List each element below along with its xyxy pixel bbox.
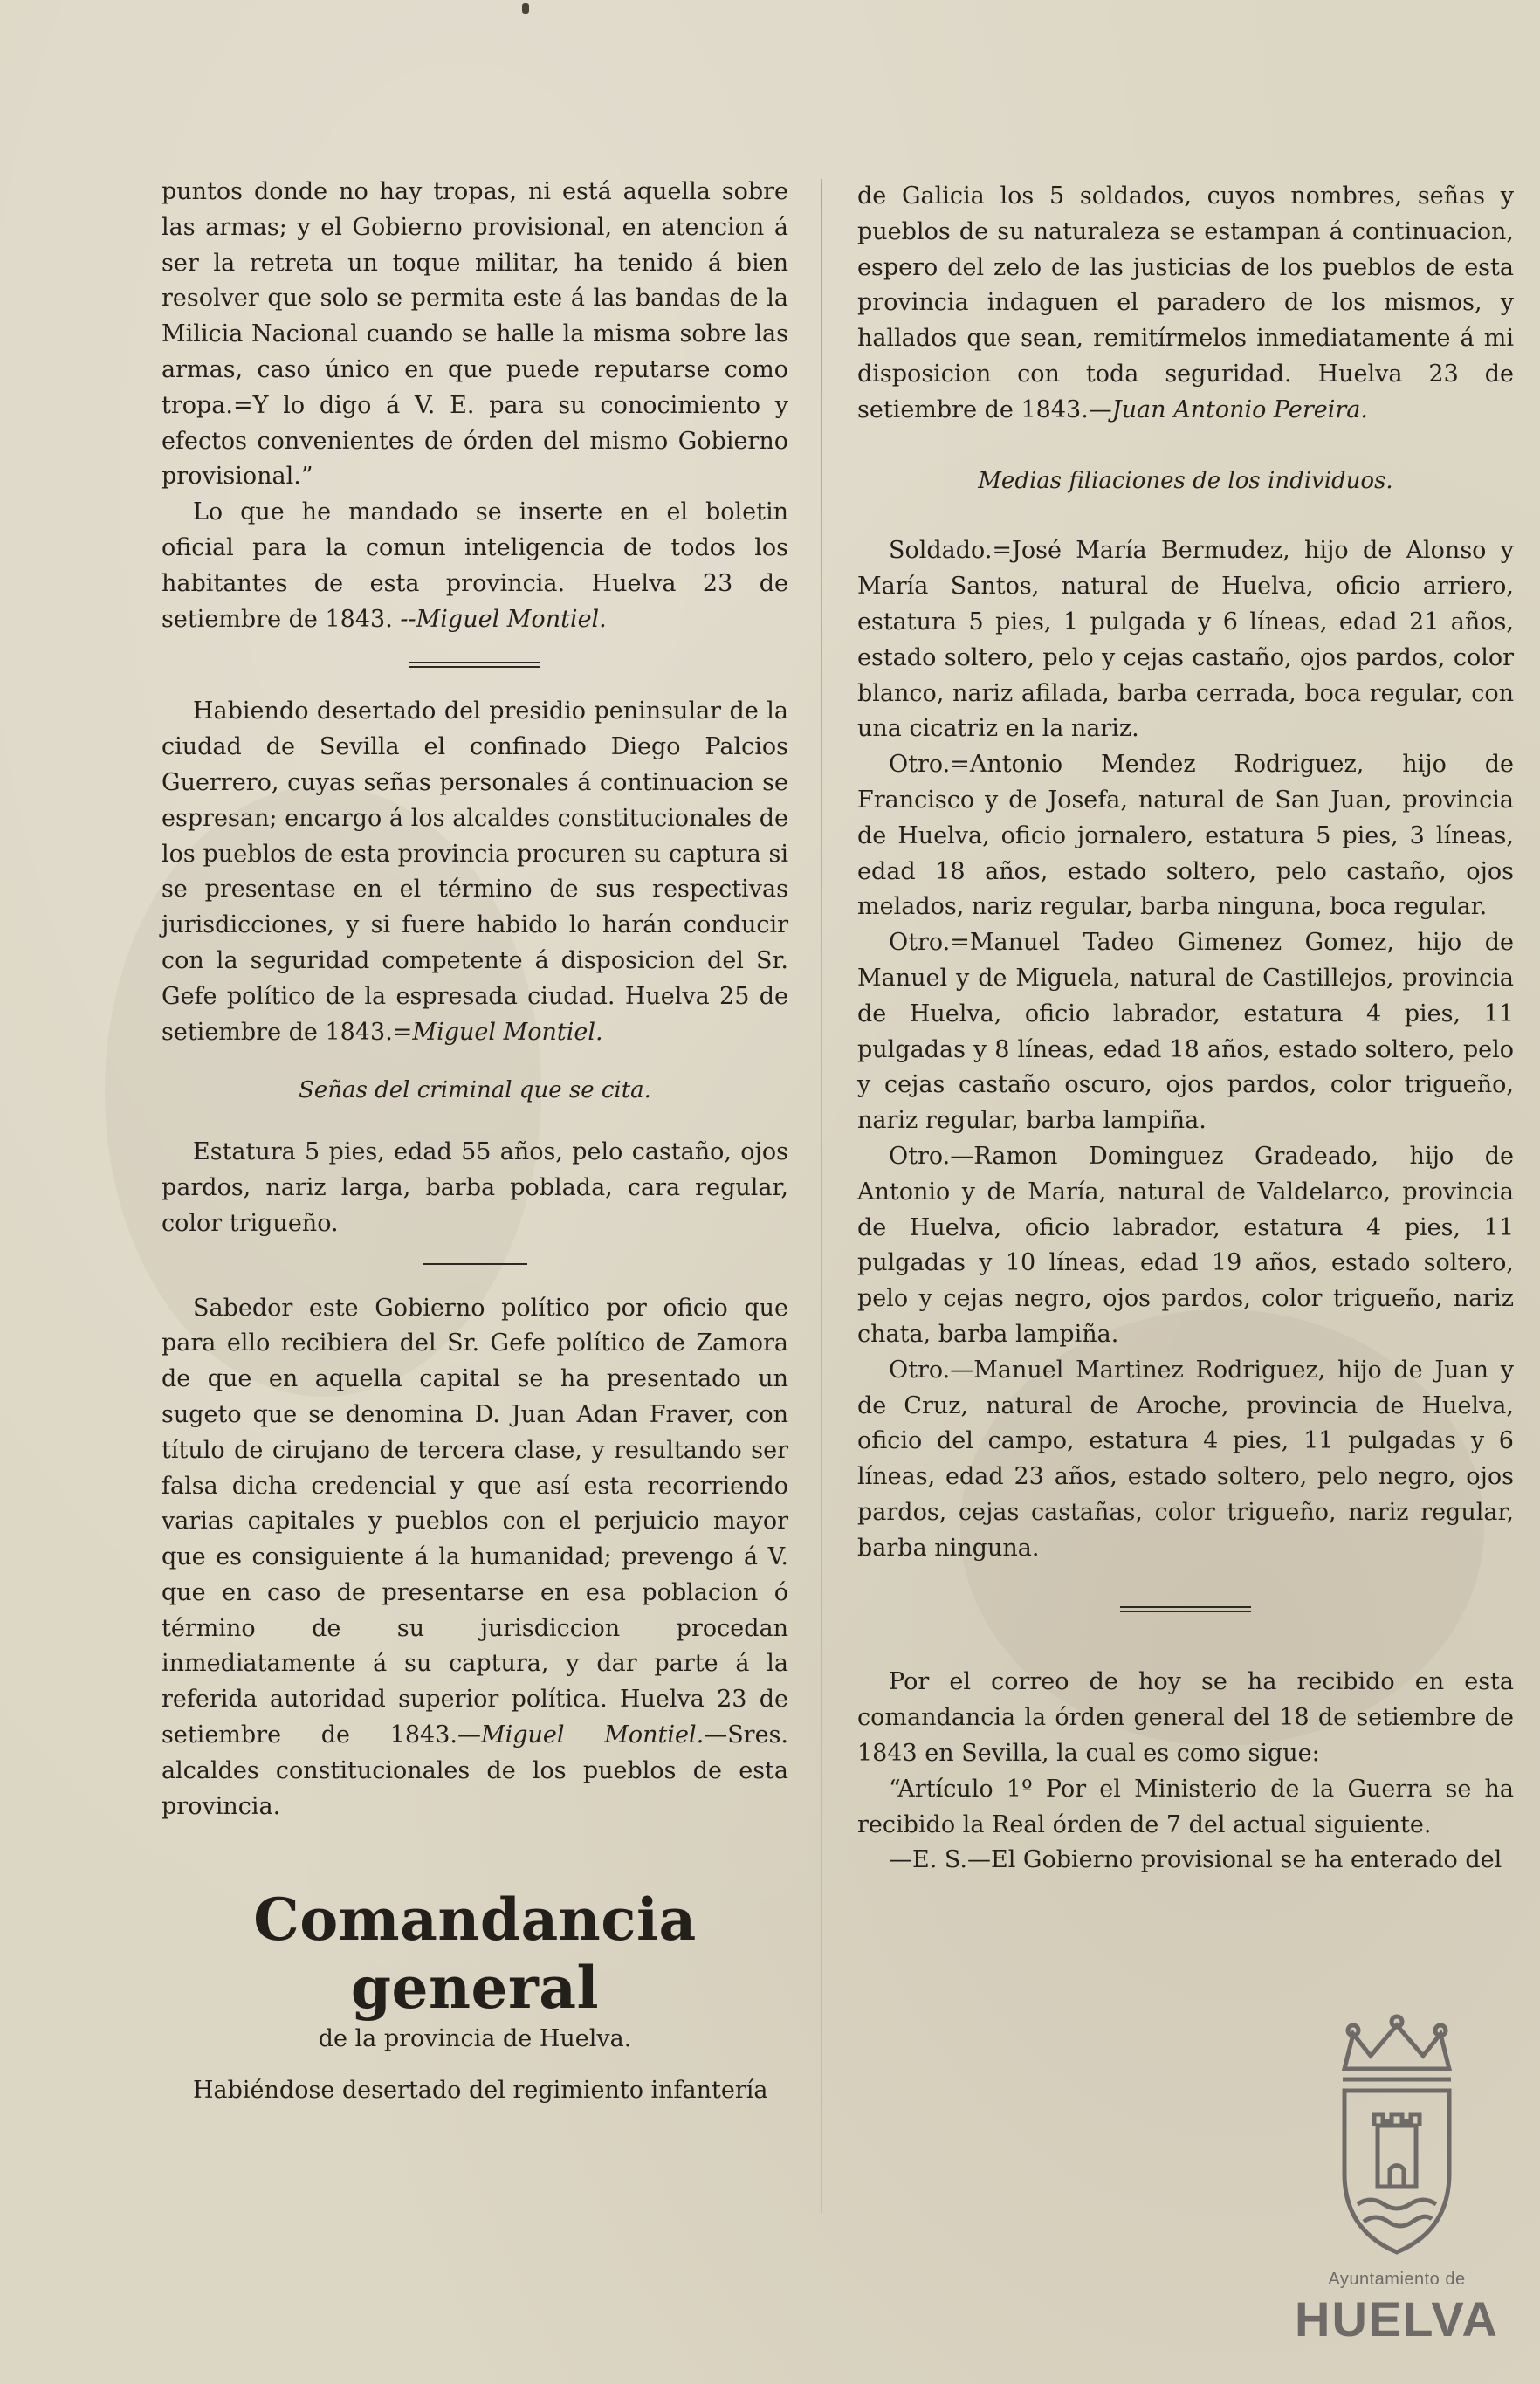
left-paragraph-2-text: Lo que he mandado se inserte en el boletin oficial para la comun inteligencia de todos los habitantes de esta provincia. Huelva 23 de setiembre de 1843. [162,498,788,633]
soldier-entry: Otro.=Manuel Tadeo Gimenez Gomez, hijo de Manuel y de Miguela, natural de Castillejos, provincia de Huelva, oficio labrador, estatura 4 pies, 11 pulgadas y 8 líneas, edad 18 años, estado soltero, pelo y cejas castaño oscuro, ojos pardos, color trigueño, nariz regular, barba lampiña. [857,929,1514,1135]
right-paragraph-ultimo: —E. S.—El Gobierno provisional se ha enterado del [889,1846,1502,1874]
right-paragraph-1 [857,179,1514,429]
signature: --Miguel Montiel. [400,605,607,633]
crest-caption-small: Ayuntamiento de [1328,2270,1466,2289]
left-paragraph-2 [162,495,788,637]
soldier-entry: Otro.—Ramon Dominguez Gradeado, hijo de Antonio y de María, natural de Valdelarco, provincia de Huelva, oficio labrador, estatura 4 pies, 11 pulgadas y 10 líneas, edad 19 años, estado soltero, pelo y cejas negro, ojos pardos, color trigueño, nariz chata, barba lampiña. [857,1142,1514,1348]
left-paragraph-4 [162,1291,788,1825]
section-subheading: de la provincia de Huelva. [318,2025,632,2053]
section-rule [1120,1606,1251,1612]
senas-text: Estatura 5 pies, edad 55 años, pelo castaño, ojos pardos, nariz larga, barba poblada, cara regular, color trigueño. [162,1138,788,1237]
senas-title: Señas del criminal que se cita. [299,1077,651,1104]
section-rule [409,662,540,668]
left-paragraph-1: puntos donde no hay tropas, ni está aquella sobre las armas; y el Gobierno provisional, en atencion á ser la retreta un toque militar, ha tenido á bien resolver que solo se permita este á las bandas de la Milicia Nacional cuando se halle la misma sobre las armas, caso único en que puede reputarse como tropa.=Y lo digo á V. E. para su conocimiento y efectos convenientes de órden del mismo Gobierno provisional.” [162,178,788,491]
section-heading: Comandancia general [253,1886,697,2023]
left-paragraph-3-text: Habiendo desertado del presidio peninsular de la ciudad de Sevilla el confinado Diego Palcios Guerrero, cuyas señas personales á continuacion se espresan; encargo á los alcaldes constitucionales de los pueblos de esta provincia procuren su captura si se presentase en el término de sus respectivas jurisdicciones, y si fuere habido lo harán conducir con la seguridad competente á disposicion del Sr. Gefe político de la espresada ciudad. Huelva 25 de setiembre de 1843.= [162,697,788,1046]
signature: Miguel Montiel. [480,1721,705,1749]
left-column [162,175,788,2109]
right-paragraph-correo: Por el correo de hoy se ha recibido en esta comandancia la órden general del 18 de setiembre de 1843 en Sevilla, la cual es como sigue: [857,1668,1514,1768]
soldier-entry: Otro.—Manuel Martinez Rodriguez, hijo de Juan y de Cruz, natural de Aroche, provincia de Huelva, oficio del campo, estatura 4 pies, 11 pulgadas y 6 líneas, edad 23 años, estado soltero, pelo negro, ojos pardos, cejas castañas, color trigueño, nariz regular, barba ninguna. [857,1356,1514,1562]
section-rule [423,1263,527,1268]
column-divider [821,179,822,2213]
left-paragraph-4-text: Sabedor este Gobierno político por oficio que para ello recibiera del Sr. Gefe político de Zamora de que en aquella capital se ha presentado un sugeto que se denomina D. Juan Adan Fraver, con título de cirujano de tercera clase, y resultando ser falsa dicha credencial y que así esta recorriendo varias capitales y pueblos con el perjuicio mayor que es consiguiente á la humanidad; prevengo á V. que en caso de presentarse en esa poblacion ó término de su jurisdiccion procedan inmediatamente á su captura, y dar parte á la referida autoridad superior política. Huelva 23 de setiembre de 1843.— [162,1294,788,1749]
left-paragraph-4-tail: —Sres. alcaldes constitucionales de los pueblos de esta provincia. [162,1721,789,1820]
ayuntamiento-crest [1283,2008,1510,2357]
crest-caption-big: HUELVA [1295,2291,1499,2346]
filiaciones-title: Medias filiaciones de los individuos. [978,467,1393,494]
signature: Miguel Montiel. [412,1018,603,1046]
soldier-entry: Otro.=Antonio Mendez Rodriguez, hijo de Francisco y de Josefa, natural de San Juan, provincia de Huelva, oficio jornalero, estatura 5 pies, 3 líneas, edad 18 años, estado soltero, pelo castaño, ojos melados, nariz regular, barba ninguna, boca regular. [857,751,1514,921]
right-column [857,179,1514,1879]
ink-mark [522,3,529,14]
right-paragraph-1-text: de Galicia los 5 soldados, cuyos nombres, señas y pueblos de su naturaleza se estampan á continuacion, espero del zelo de las justicias de los pueblos de esta provincia indaguen el paradero de los mismos, y hallados que sean, remitírmelos inmediatamente á mi disposicion con toda seguridad. Huelva 23 de setiembre de 1843.— [857,182,1514,423]
soldier-entry: Soldado.=José María Bermudez, hijo de Alonso y María Santos, natural de Huelva, oficio arriero, estatura 5 pies, 1 pulgada y 6 líneas, edad 21 años, estado soltero, pelo y cejas castaño, ojos pardos, color blanco, nariz afilada, barba cerrada, boca regular, con una cicatriz en la nariz. [857,537,1514,743]
right-paragraph-articulo: “Artículo 1º Por el Ministerio de la Guerra se ha recibido la Real órden de 7 del actual siguiente. [857,1775,1514,1838]
signature: Juan Antonio Pereira. [1111,395,1368,423]
crest-icon [1283,2008,1510,2270]
left-paragraph-3 [162,694,788,1050]
left-paragraph-5: Habiéndose desertado del regimiento infantería [193,2077,768,2105]
